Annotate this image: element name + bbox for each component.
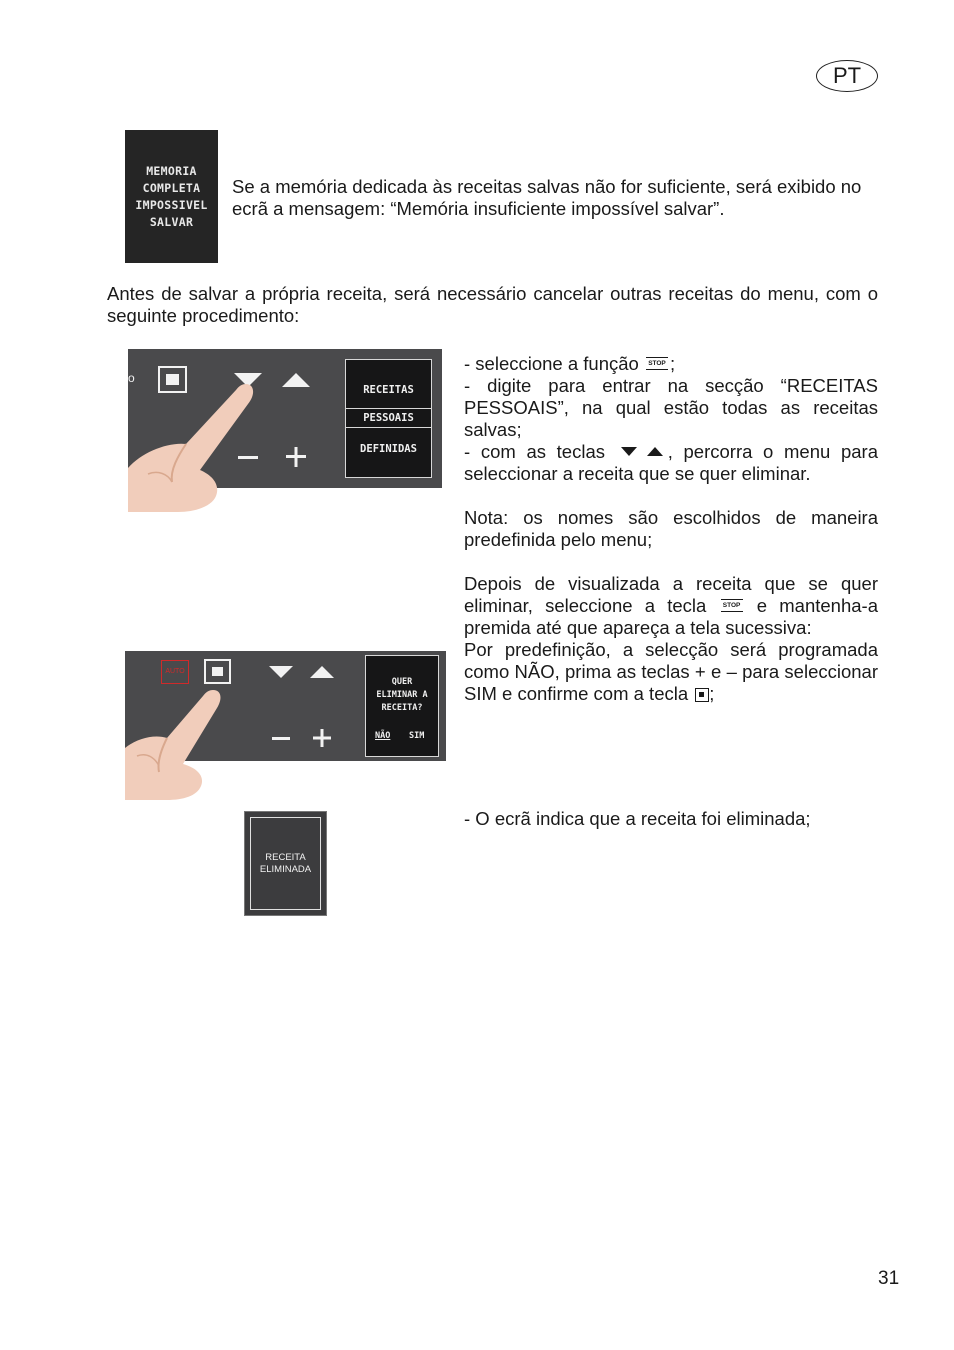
question-line: QUER (391, 677, 413, 687)
menu-item-pessoais: PESSOAIS (346, 408, 431, 428)
down-triangle-icon (620, 446, 638, 457)
step-text: , percorra o menu para seleccionar a receita que se quer eliminar. (464, 441, 878, 484)
language-badge: PT (816, 60, 878, 92)
memory-full-paragraph: Se a memória dedicada às receitas salvas não for suficiente, será exibido no ecrã a mensagem: “Memória insuficiente impossível salvar”. (232, 176, 862, 219)
stop-icon (721, 599, 743, 613)
steps-block (464, 353, 878, 705)
option-sim[interactable]: SIM (409, 731, 425, 741)
mode-label: o (128, 371, 135, 385)
auto-button[interactable]: AUTO (161, 660, 189, 684)
note-paragraph: Nota: os nomes são escolhidos de maneira predefinida pelo menu; (464, 507, 878, 550)
intro-paragraph: Antes de salvar a própria receita, será necessário cancelar outras receitas do menu, com o seguinte procedimento: (107, 283, 878, 326)
paragraph-text: Por predefinição, a selecção será programada como NÃO, prima as teclas + e – para seleccionar SIM e confirme com a tecla (464, 639, 878, 704)
paragraph-text: e mantenha-a premida até que apareça a tela sucessiva: (464, 595, 879, 638)
question-line: RECEITA? (381, 703, 423, 713)
confirm-delete-display (365, 655, 439, 757)
recipe-deleted-display (244, 811, 327, 916)
page-number: 31 (878, 1268, 900, 1289)
step-enter-section: - digite para entrar na secção “RECEITAS PESSOAIS”, na qual estão todas as receitas salvas; (464, 375, 878, 440)
recipes-menu-display (345, 359, 432, 478)
menu-item-definidas: DEFINIDAS (360, 443, 417, 455)
stop-icon-label: STOP (648, 360, 666, 367)
display-line: COMPLETA (142, 180, 201, 195)
down-arrow-button[interactable] (267, 664, 295, 680)
stop-square-icon (695, 688, 709, 702)
step-scroll-menu (464, 441, 878, 485)
after-view-paragraph (464, 573, 878, 639)
step-select-function (464, 353, 878, 375)
up-arrow-button[interactable] (280, 371, 312, 389)
stop-icon-label: STOP (722, 602, 741, 609)
plus-button[interactable] (284, 445, 308, 469)
option-nao[interactable]: NÃO (375, 731, 391, 741)
step-text: ; (669, 353, 676, 374)
deleted-paragraph: - O ecrã indica que a receita foi eliminada; (464, 808, 811, 829)
stop-square-button[interactable] (203, 658, 233, 686)
question-line: ELIMINAR A (376, 690, 428, 700)
plus-button[interactable] (311, 727, 333, 749)
paragraph-text: ; (709, 683, 715, 704)
pointing-hand-image (125, 686, 225, 800)
memory-full-display (125, 130, 218, 263)
display-line: MEMORIA (146, 163, 197, 178)
stop-icon (646, 357, 668, 371)
step-text: - seleccione a função (464, 353, 639, 374)
display-line: RECEITA (265, 851, 306, 863)
default-selection-paragraph (464, 639, 878, 705)
up-triangle-icon (646, 446, 664, 457)
paragraph-text: Depois de visualizada a receita que se quer eliminar, seleccione a tecla (464, 573, 878, 616)
step-text: - com as teclas (464, 441, 605, 462)
display-line: IMPOSSIVEL (135, 197, 208, 212)
delete-question (366, 676, 438, 715)
display-line: ELIMINADA (259, 863, 312, 875)
pointing-hand-image (128, 378, 258, 514)
minus-button[interactable] (270, 728, 292, 748)
up-arrow-button[interactable] (308, 664, 336, 680)
display-line: SALVAR (149, 214, 194, 229)
menu-item-receitas: RECEITAS (363, 384, 414, 396)
